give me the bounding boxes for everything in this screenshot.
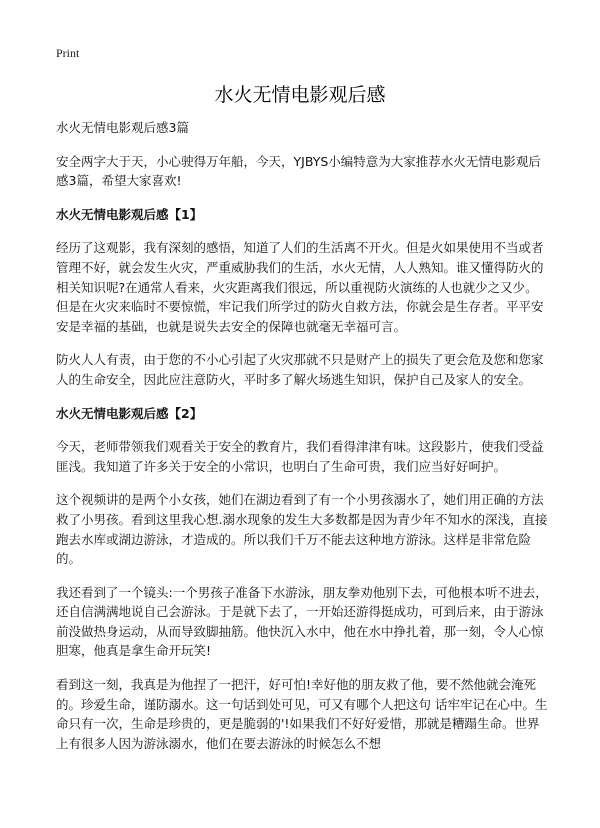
print-link[interactable]: Print bbox=[56, 46, 80, 60]
page-title: 水火无情电影观后感 bbox=[214, 84, 386, 106]
article-body bbox=[56, 118, 548, 767]
paragraph: 防火人人有责，由于您的不小心引起了火灾那就不只是财产上的损失了更会危及您和您家人的生命安全，因此应注意防火，平时多了解火场逃生知识，保护自己及家人的安全。 bbox=[56, 352, 544, 387]
paragraph: 经历了这观影，我有深刻的感悟，知道了人们的生活离不开火。但是火如果使用不当或者管理不好，就会发生火灾，严重威胁我们的生活，水火无情，人人熟知。谁又懂得防火的相关知识呢?在通常人看来，火灾距离我们很远，所以重视防火演练的人也就少之又少。但是在火灾来临时不要惊慌，牢记我们所学过的防火自救方法，你就会是生存者。平平安安是幸福的基础，也就是说失去安全的保障也就毫无幸福可言。 bbox=[56, 240, 544, 334]
paragraph: 这个视频讲的是两个小女孩，她们在湖边看到了有一个小男孩溺水了，她们用正确的方法救了小男孩。看到这里我心想.溺水现象的发生大多数都是因为青少年不知水的深浅，直接跑去水库或湖边游泳，才造成的。所以我们千万不能去这种地方游泳。这样是非常危险的。 bbox=[56, 492, 548, 567]
paragraph: 我还看到了一个镜头:一个男孩子准备下水游泳，朋友拳劝他别下去，可他根本听不进去，还自信满满地说自己会游泳。于是就下去了，一开始还游得挺成功，可到后来，由于游泳前没做热身运动，从而导致脚抽筋。他快沉入水中，他在水中挣扎着，那一刻，令人心惊胆寒，他真是拿生命开玩笑! bbox=[56, 584, 548, 659]
paragraph: 看到这一刻，我真是为他捏了一把汗，好可怕!幸好他的朋友救了他，要不然他就会淹死的。珍爱生命，谨防溺水。这一句话到处可见，可又有哪个人把这句 话牢牢记在心中。生命只有一次，生命是珍贵的，更是脆弱的'!如果我们不好好爱惜，那就是糟蹋生命。世界上有很多人因为游泳溺水，他们在要去游泳的时候怎么不想 bbox=[56, 677, 548, 751]
paragraph: 今天，老师带领我们观看关于安全的教育片，我们看得津津有味。这段影片，使我们受益匪浅。我知道了许多关于安全的小常识，也明白了生命可贵，我们应当好好呵护。 bbox=[56, 439, 544, 474]
section-heading-2: 水火无情电影观后感【2】 bbox=[56, 405, 203, 421]
article-subtitle: 水火无情电影观后感3篇 bbox=[56, 120, 189, 135]
section-heading-1: 水火无情电影观后感【1】 bbox=[56, 206, 203, 222]
intro-paragraph: 安全两字大于天，小心驶得万年船，今天，YJBYS小编特意为大家推荐水火无情电影观后感3篇，希望大家喜欢! bbox=[56, 153, 541, 189]
